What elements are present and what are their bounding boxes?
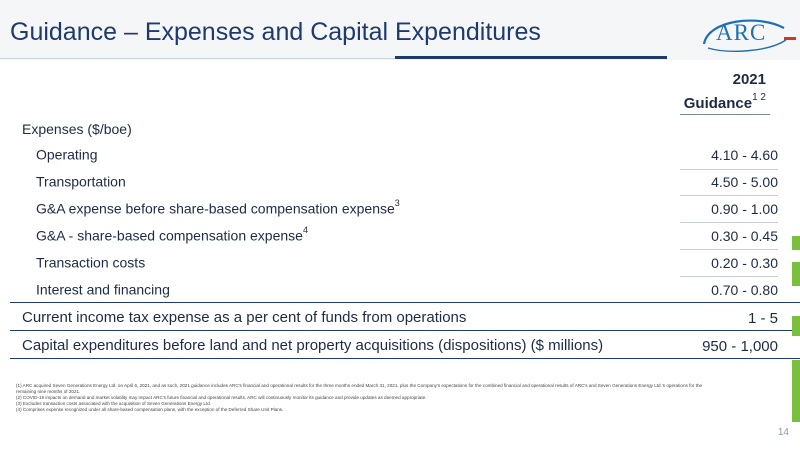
table-row <box>0 196 800 222</box>
summary-row <box>0 333 800 359</box>
table-row <box>0 250 800 276</box>
summary-value: 950 - 1,000 <box>702 338 778 355</box>
section-divider <box>10 330 800 331</box>
section-heading-row <box>0 117 800 143</box>
green-accent-bar <box>792 316 800 336</box>
footnote: (4) Comprises expense recognized under all share-based compensation plans, with the exception of the Deferred Share Unit Plans. <box>16 407 284 413</box>
section-divider <box>10 358 800 359</box>
green-accent-bar <box>792 236 800 250</box>
arc-logo <box>698 14 792 54</box>
row-label: G&A - share-based compensation expense$^4$ <box>36 225 308 244</box>
title-underline-thick <box>395 56 667 59</box>
row-value: 0.30 - 0.45 <box>711 228 778 244</box>
summary-label: Current income tax expense as a per cent of funds from operations <box>22 309 467 326</box>
row-label: G&A expense before share-based compensation expense$^3$ <box>36 198 400 217</box>
table-row <box>0 277 800 303</box>
page-title: Guidance – Expenses and Capital Expenditures <box>10 18 541 46</box>
column-header-label: Guidance <box>683 95 753 112</box>
column-header <box>684 70 766 114</box>
page-number: 14 <box>777 427 789 438</box>
logo-text: ARC <box>716 20 767 45</box>
section-heading: Expenses ($/boe) <box>22 121 132 137</box>
row-label: Interest and financing <box>36 281 170 298</box>
row-value: 0.90 - 1.00 <box>711 201 778 217</box>
green-accent-bar <box>792 360 800 422</box>
table-row <box>0 223 800 249</box>
footnotes <box>16 383 788 413</box>
row-value: 4.10 - 4.60 <box>711 147 778 163</box>
footnote: (3) Excludes transaction costs associated with the acquisition of Seven Generations Energy Ltd. <box>16 401 212 407</box>
logo-red-accent <box>784 37 796 40</box>
row-label: Transaction costs <box>36 254 146 271</box>
row-value: 0.70 - 0.80 <box>711 282 778 298</box>
footnote: (2) COVID-19 impacts on demand and market volatility may impact ARC's future financial and operational results. ARC will continuously monitor its guidance and provide updates as deemed appropriate. <box>16 395 427 401</box>
summary-row <box>0 305 800 331</box>
table-row <box>0 169 800 195</box>
column-header-rule <box>680 114 770 115</box>
row-value: 4.50 - 5.00 <box>711 174 778 190</box>
summary-value: 1 - 5 <box>747 310 778 327</box>
row-label: Transportation <box>36 173 126 190</box>
row-label: Operating <box>36 146 98 163</box>
row-value: 0.20 - 0.30 <box>711 255 778 271</box>
summary-label: Capital expenditures before land and net property acquisitions (dispositions) ($ millions) <box>22 337 604 354</box>
footnote: (1) ARC acquired Seven Generations Energy Ltd. on April 6, 2021, and as such, 2021 guidance includes ARC's financial and operational results for the three months ended March 31, 2021, plus the Company's expectations for the combined financial and operational results of ARC's and Seven Generations Energy Ltd.'s operations for the <box>16 383 703 388</box>
column-header-footnotes: 1 2 <box>752 92 766 103</box>
title-underline-thin <box>0 58 395 59</box>
column-header-year: 2021 <box>732 71 766 88</box>
section-divider <box>10 302 800 303</box>
table-row <box>0 142 800 168</box>
green-accent-bar <box>792 262 800 286</box>
footnote: remaining nine months of 2021. <box>16 389 81 395</box>
